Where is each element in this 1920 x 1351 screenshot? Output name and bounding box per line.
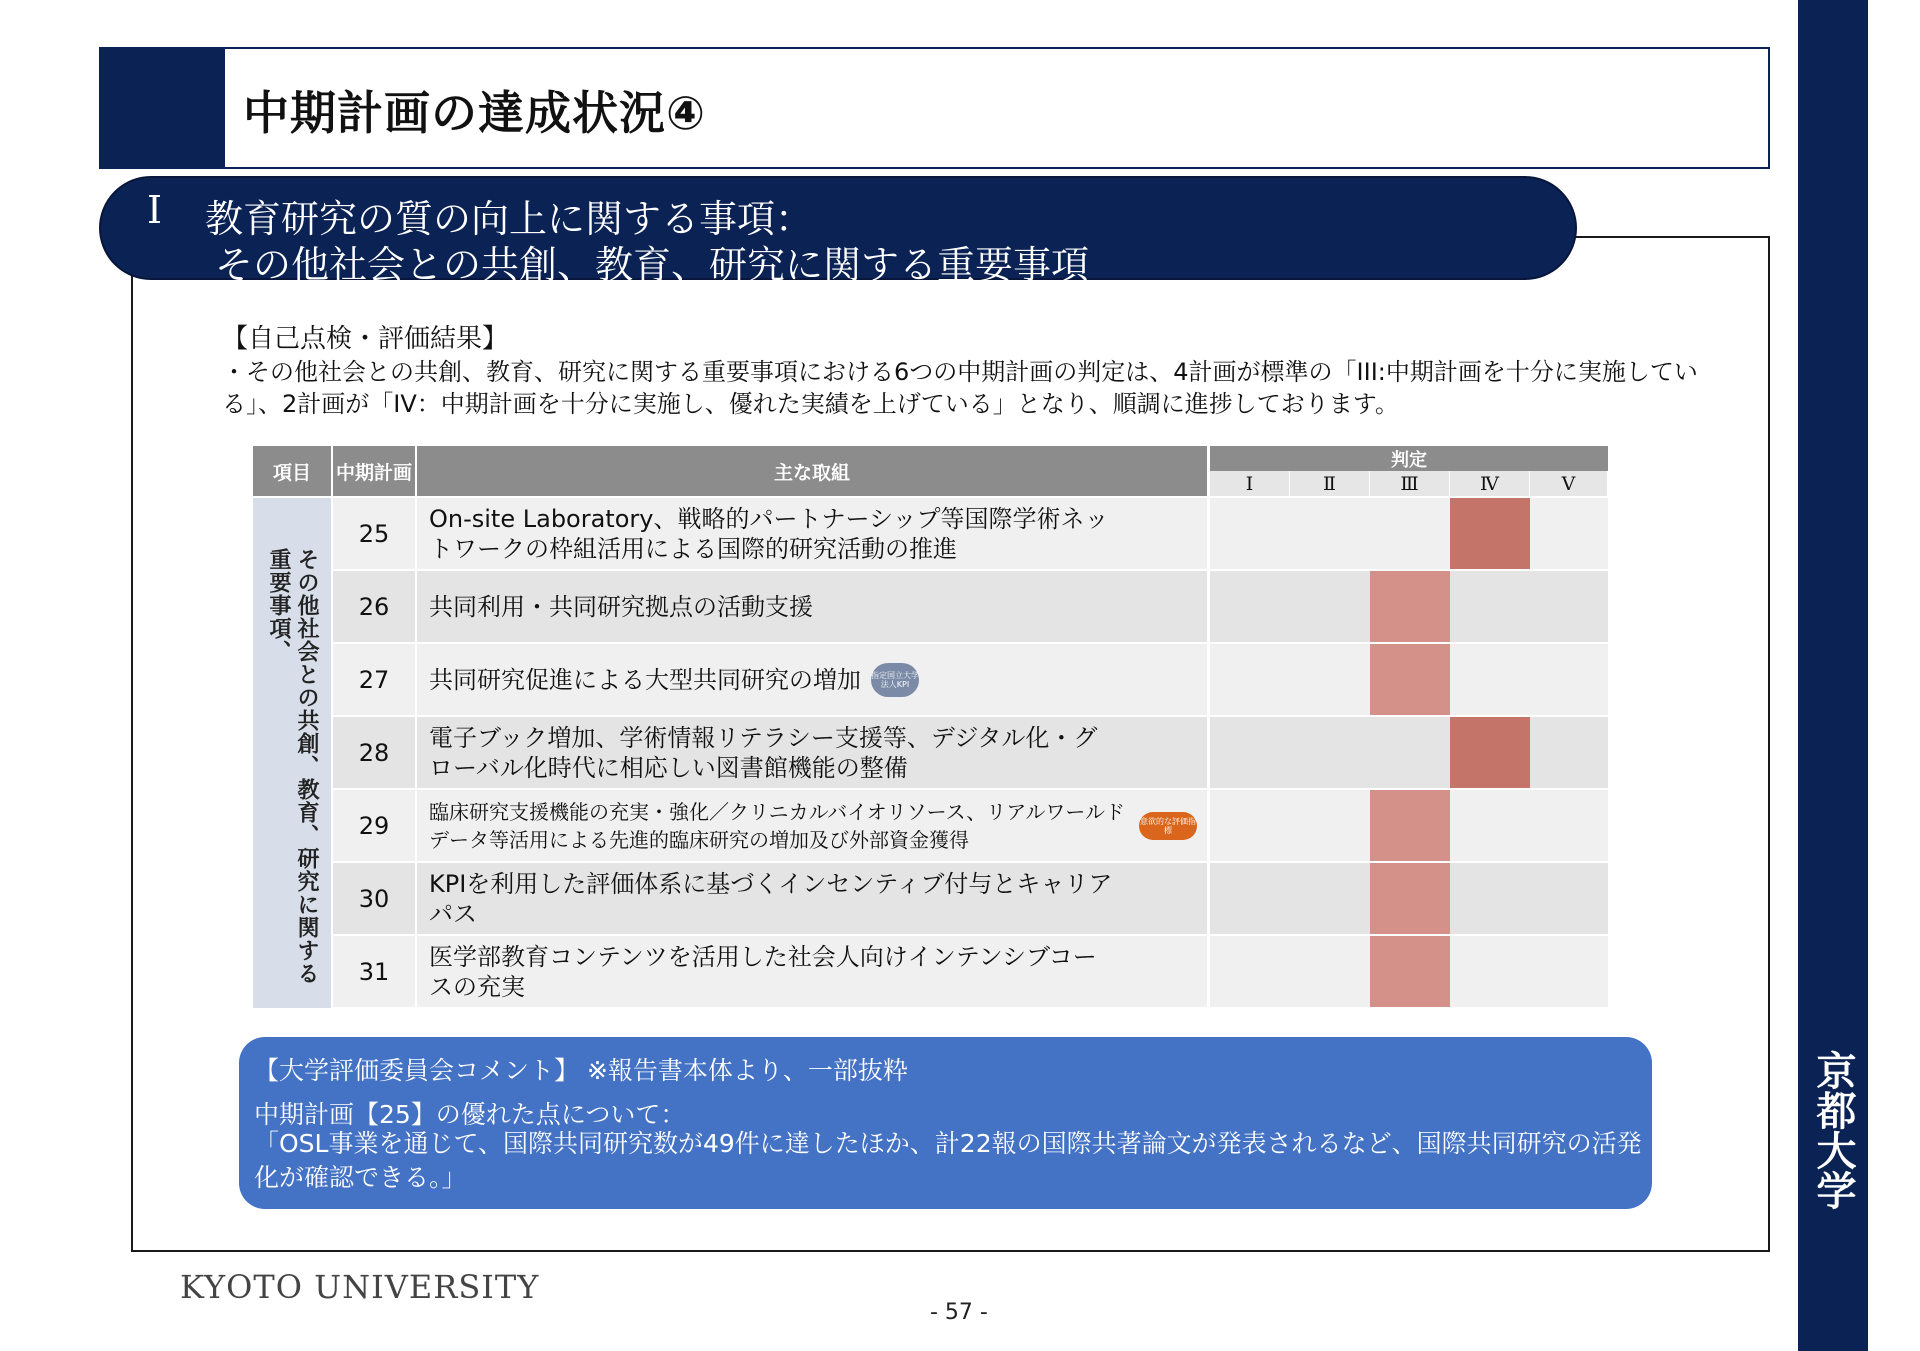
judgement-mark bbox=[1450, 717, 1530, 788]
comment-body: 「OSL事業を通じて、国際共同研究数が49件に達したほか、計22報の国際共著論文が発表されるなど、国際共同研究の活発化が確認できる。」 bbox=[254, 1129, 1642, 1192]
comment-subheading: 中期計画【25】の優れた点について： bbox=[254, 1100, 686, 1129]
plan-description bbox=[417, 498, 1207, 569]
comment-heading: 【大学評価委員会コメント】 ※報告書本体より、一部抜粋 bbox=[254, 1056, 908, 1085]
plan-number: 28 bbox=[333, 717, 415, 788]
judgement-mark bbox=[1370, 644, 1450, 715]
judgement-cell bbox=[1290, 863, 1370, 934]
judgement-cell bbox=[1290, 644, 1370, 715]
self-evaluation bbox=[222, 322, 1702, 420]
judge-level-3: Ⅲ bbox=[1370, 471, 1450, 496]
table-row bbox=[333, 571, 1608, 642]
judgement-cell bbox=[1210, 863, 1290, 934]
judgement-cell bbox=[1210, 790, 1290, 861]
section-title-line2: その他社会との共創、教育、研究に関する重要事項 bbox=[215, 243, 1090, 287]
judge-level-2: Ⅱ bbox=[1290, 471, 1370, 496]
judgement-cell bbox=[1530, 863, 1608, 934]
side-brand-text: 京都大学 bbox=[1810, 1050, 1857, 1210]
header-main: 主な取組 bbox=[417, 446, 1207, 496]
plan-description-text: 電子ブック増加、学術情報リテラシー支援等、デジタル化・グローバル化時代に相応しい図書館機能の整備 bbox=[429, 723, 1098, 782]
table-row bbox=[333, 644, 1608, 715]
judgement-cell bbox=[1450, 936, 1530, 1007]
judgement-cell bbox=[1530, 571, 1608, 642]
judgement-cell bbox=[1450, 863, 1530, 934]
judgement-cell bbox=[1370, 498, 1450, 569]
judgement-mark bbox=[1370, 790, 1450, 861]
category-cell bbox=[253, 498, 331, 1008]
judgement-cell bbox=[1290, 790, 1370, 861]
page-title: 中期計画の達成状況④ bbox=[243, 86, 706, 140]
judgement-mark bbox=[1370, 571, 1450, 642]
plan-number: 31 bbox=[333, 936, 415, 1007]
judgement-cell bbox=[1450, 790, 1530, 861]
plan-description-text: 共同研究促進による大型共同研究の増加 bbox=[429, 665, 861, 694]
plan-number: 27 bbox=[333, 644, 415, 715]
side-band bbox=[1798, 0, 1868, 1351]
judgement-cell bbox=[1450, 644, 1530, 715]
judgement-cell bbox=[1530, 498, 1608, 569]
plan-description bbox=[417, 790, 1207, 861]
judge-level-1: Ⅰ bbox=[1210, 471, 1290, 496]
page-number: - 57 - bbox=[930, 1300, 988, 1325]
table-row bbox=[333, 936, 1608, 1007]
section-header bbox=[99, 176, 1577, 287]
judgement-cell bbox=[1210, 644, 1290, 715]
judgement-cell bbox=[1210, 498, 1290, 569]
plan-description-text: On-site Laboratory、戦略的パートナーシップ等国際学術ネットワークの枠組活用による国際的研究活動の推進 bbox=[429, 504, 1109, 563]
section-number: Ⅰ bbox=[147, 188, 163, 232]
plan-description-text: 医学部教育コンテンツを活用した社会人向けインテンシブコースの充実 bbox=[429, 942, 1097, 1001]
plan-description-text: KPIを利用した評価体系に基づくインセンティブ付与とキャリアパス bbox=[429, 869, 1113, 928]
table-row bbox=[333, 717, 1608, 788]
plan-number: 25 bbox=[333, 498, 415, 569]
judgement-cell bbox=[1530, 790, 1608, 861]
judgement-cell bbox=[1210, 571, 1290, 642]
plan-description bbox=[417, 936, 1207, 1007]
judgement-cell bbox=[1450, 571, 1530, 642]
judgement-cell bbox=[1210, 717, 1290, 788]
table-row bbox=[333, 863, 1608, 934]
title-accent-block bbox=[101, 49, 225, 167]
judge-level-5: Ⅴ bbox=[1530, 471, 1608, 496]
header-item: 項目 bbox=[253, 446, 331, 496]
judgement-mark bbox=[1370, 863, 1450, 934]
judgement-cell bbox=[1290, 571, 1370, 642]
plan-description-text: 共同利用・共同研究拠点の活動支援 bbox=[429, 592, 813, 621]
judgement-cell bbox=[1530, 936, 1608, 1007]
judgement-cell bbox=[1370, 717, 1450, 788]
judgement-mark bbox=[1370, 936, 1450, 1007]
section-title-line1: 教育研究の質の向上に関する事項： bbox=[205, 197, 814, 241]
header-plan: 中期計画 bbox=[333, 446, 415, 496]
table-row bbox=[333, 790, 1608, 861]
plan-description bbox=[417, 717, 1207, 788]
judgement-cell bbox=[1290, 498, 1370, 569]
plan-description bbox=[417, 571, 1207, 642]
plan-number: 26 bbox=[333, 571, 415, 642]
committee-comment bbox=[239, 1037, 1652, 1209]
category-label: その他社会との共創、教育、研究に関する重要事項、 bbox=[266, 548, 319, 985]
plan-description bbox=[417, 644, 1207, 715]
judgement-cell bbox=[1530, 644, 1608, 715]
evaluation-body: ・その他社会との共創、教育、研究に関する重要事項における6つの中期計画の判定は、4計画が標準の「III:中期計画を十分に実施している」、2計画が「IV：中期計画を十分に実施し、優れた実績を上げている」となり、順調に進捗しております。 bbox=[222, 358, 1698, 418]
judgement-cell bbox=[1210, 936, 1290, 1007]
plan-description-text: 臨床研究支援機能の充実・強化／クリニカルバイオリソース、リアルワールドデータ等活用による先進的臨床研究の増加及び外部資金獲得 bbox=[429, 799, 1125, 852]
footer-brand: KYOTO UNIVERSITY bbox=[180, 1268, 540, 1306]
plan-description bbox=[417, 863, 1207, 934]
plan-number: 30 bbox=[333, 863, 415, 934]
header-judgement: 判定 bbox=[1210, 446, 1608, 471]
evaluation-heading: 【自己点検・評価結果】 bbox=[222, 324, 509, 354]
judgement-cell bbox=[1290, 936, 1370, 1007]
plan-number: 29 bbox=[333, 790, 415, 861]
judgement-cell bbox=[1530, 717, 1608, 788]
judgement-cell bbox=[1290, 717, 1370, 788]
judgement-mark bbox=[1450, 498, 1530, 569]
table-row bbox=[333, 498, 1608, 569]
plan-table bbox=[253, 446, 1608, 1008]
kpi-badge: 指定国立大学法人KPI bbox=[871, 663, 919, 697]
judge-level-4: Ⅳ bbox=[1450, 471, 1530, 496]
ambitious-indicator-badge: 意欲的な評価指標 bbox=[1139, 812, 1197, 840]
title-bar bbox=[99, 47, 1770, 169]
